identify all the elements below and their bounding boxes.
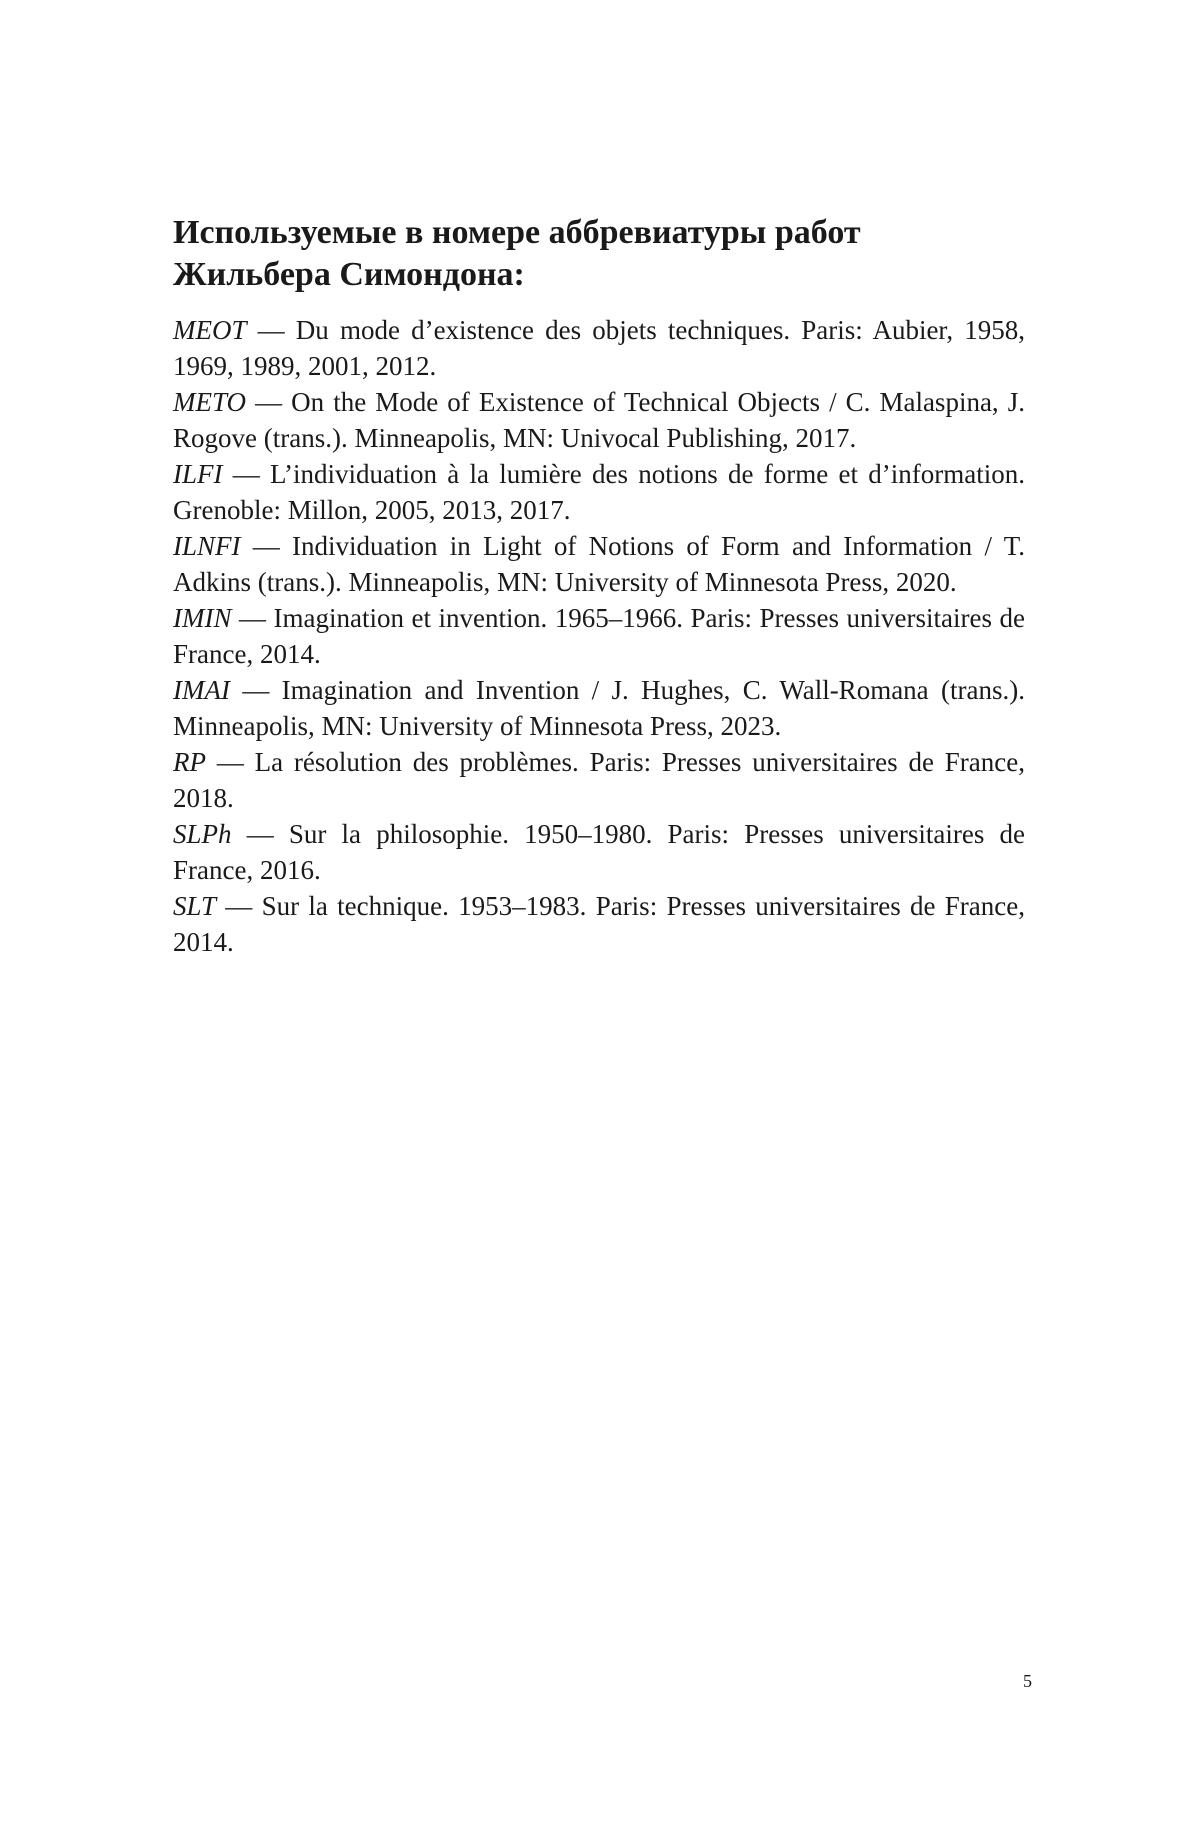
list-item [173,384,1025,456]
entry-text: — Imagination et invention. 1965–1966. Paris: Presses universitaires de France, 2014. [173,603,1025,669]
list-item [173,600,1025,672]
abbreviation: METO [173,387,247,417]
entry-text: — Imagination and Invention / J. Hughes, C. Wall-Romana (trans.). Minneapolis, MN: University of Minnesota Press, 2023. [173,675,1025,741]
abbreviation: IMIN [173,603,232,633]
entry-text: — L’individuation à la lumière des notions de forme et d’information. Grenoble: Millon, 2005, 2013, 2017. [173,459,1025,525]
list-item [173,672,1025,744]
list-item [173,528,1025,600]
list-item [173,312,1025,384]
abbreviation: SLT [173,891,216,921]
entry-text: — On the Mode of Existence of Technical Objects / C. Malaspina, J. Rogove (trans.). Minneapolis, MN: Univocal Publishing, 2017. [173,387,1025,453]
list-item [173,816,1025,888]
abbreviation: SLPh [173,819,232,849]
abbreviation: IMAI [173,675,230,705]
list-item [173,888,1025,960]
page-number: 5 [1023,1671,1032,1691]
list-item [173,456,1025,528]
entry-text: — La résolution des problèmes. Paris: Presses universitaires de France, 2018. [173,747,1025,813]
page-title [173,212,1033,296]
abbreviation: ILFI [173,459,223,489]
list-item [173,744,1025,816]
title-line-1: Используемые в номере аббревиатуры работ [173,214,861,251]
abbreviation: ILNFI [173,531,241,561]
entry-text: — Sur la philosophie. 1950–1980. Paris: Presses universitaires de France, 2016. [173,819,1025,885]
entry-text: — Sur la technique. 1953–1983. Paris: Presses universitaires de France, 2014. [173,891,1025,957]
abbreviation-list [173,312,1025,960]
abbreviation: RP [173,747,206,777]
abbreviation: MEOT [173,315,247,345]
title-line-2: Жильбера Симондона: [173,256,525,293]
entry-text: — Du mode d’existence des objets techniques. Paris: Aubier, 1958, 1969, 1989, 2001, 2012. [173,315,1025,381]
entry-text: — Individuation in Light of Notions of Form and Information / T. Adkins (trans.). Minneapolis, MN: University of Minnesota Press, 2020. [173,531,1025,597]
